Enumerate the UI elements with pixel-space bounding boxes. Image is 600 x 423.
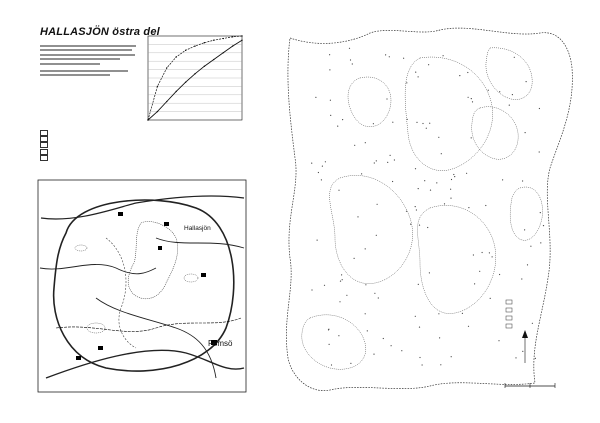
- sounding-dot: [419, 327, 420, 328]
- depth-contour: [405, 57, 492, 171]
- sounding-dot: [418, 76, 419, 77]
- depth-contour: [330, 175, 413, 283]
- sounding-dot: [498, 340, 499, 341]
- sounding-dot: [512, 94, 513, 95]
- sounding-dot: [438, 313, 439, 314]
- sounding-dot: [509, 105, 510, 106]
- sounding-dot: [365, 142, 366, 143]
- village-marker: [201, 273, 206, 277]
- sounding-dot: [451, 179, 452, 180]
- sounding-dot: [525, 132, 526, 133]
- sounding-dot: [485, 205, 486, 206]
- sounding-dot: [410, 224, 411, 225]
- chart-point: [232, 36, 233, 37]
- sounding-dot: [471, 98, 472, 99]
- north-arrow-icon: [522, 330, 528, 363]
- depth-contour: [418, 205, 496, 313]
- sounding-dot: [350, 59, 351, 60]
- sounding-dot: [468, 97, 469, 98]
- sounding-dot: [331, 364, 332, 365]
- sounding-dot: [453, 174, 454, 175]
- lake-hallasjon: [128, 221, 177, 298]
- sounding-dot: [422, 364, 423, 365]
- sounding-dot: [350, 363, 351, 364]
- chart-point: [157, 86, 158, 87]
- sounding-dot: [416, 209, 417, 210]
- sounding-dot: [436, 182, 437, 183]
- overview-map: [36, 178, 248, 394]
- sounding-dot: [527, 264, 528, 265]
- legend-symbol-icon: [40, 155, 48, 161]
- sounding-dot: [428, 64, 429, 65]
- sounding-dot: [339, 301, 340, 302]
- sounding-dot: [338, 335, 339, 336]
- sounding-dot: [521, 278, 522, 279]
- sounding-dot: [330, 115, 331, 116]
- village-marker: [158, 246, 162, 250]
- sounding-dot: [524, 229, 525, 230]
- sounding-dot: [540, 242, 541, 243]
- sounding-dot: [535, 358, 536, 359]
- sounding-dot: [391, 345, 392, 346]
- sounding-dot: [324, 285, 325, 286]
- sounding-dot: [389, 56, 390, 57]
- sounding-dot: [473, 254, 474, 255]
- sounding-dot: [377, 204, 378, 205]
- sounding-dot: [354, 145, 355, 146]
- chart-point: [223, 38, 224, 39]
- chart-point: [176, 91, 177, 92]
- sounding-dot: [315, 97, 316, 98]
- sounding-dot: [424, 180, 425, 181]
- small-lake: [184, 274, 198, 282]
- sounding-dot: [490, 298, 491, 299]
- chart-point: [194, 73, 195, 74]
- road-south: [46, 350, 244, 378]
- small-lake: [75, 245, 87, 251]
- sounding-dot: [526, 81, 527, 82]
- road-diagonal: [96, 298, 216, 378]
- sounding-dot: [321, 179, 322, 180]
- sheet-title: HALLASJÖN östra del: [40, 26, 160, 38]
- sounding-dot: [438, 137, 439, 138]
- chart-point: [241, 35, 242, 36]
- sounding-dot: [499, 274, 500, 275]
- sounding-dot: [429, 123, 430, 124]
- sounding-dot: [337, 126, 338, 127]
- chart-point: [213, 40, 214, 41]
- sounding-dot: [407, 119, 408, 120]
- sounding-dot: [443, 55, 444, 56]
- depth-legend-swatch: [506, 324, 512, 328]
- sounding-dot: [467, 72, 468, 73]
- depth-soundings: [311, 48, 544, 366]
- sounding-dot: [444, 203, 445, 204]
- village-marker: [76, 356, 81, 360]
- village-marker: [98, 346, 103, 350]
- sounding-dot: [488, 90, 489, 91]
- place-label-femso: Femsö: [208, 339, 233, 348]
- sounding-dot: [454, 176, 455, 177]
- sounding-dot: [354, 258, 355, 259]
- sounding-dot: [349, 48, 350, 49]
- sounding-dot: [374, 162, 375, 163]
- legend-symbol-icon: [40, 130, 48, 136]
- sounding-dot: [352, 63, 353, 64]
- village-marker: [118, 212, 123, 216]
- sounding-dot: [532, 323, 533, 324]
- sounding-dot: [450, 198, 451, 199]
- sounding-dot: [329, 69, 330, 70]
- depth-legend-swatch: [506, 308, 512, 312]
- sounding-dot: [390, 155, 391, 156]
- sounding-dot: [325, 161, 326, 162]
- depth-chart: [140, 30, 246, 130]
- sounding-dot: [365, 248, 366, 249]
- sounding-dot: [373, 354, 374, 355]
- sounding-dot: [311, 289, 312, 290]
- sounding-dot: [383, 338, 384, 339]
- sounding-dot: [401, 350, 402, 351]
- depth-contour: [302, 315, 366, 369]
- sounding-dot: [311, 163, 312, 164]
- chart-point: [166, 101, 167, 102]
- sounding-dot: [329, 54, 330, 55]
- sounding-dot: [342, 119, 343, 120]
- sounding-dot: [479, 271, 480, 272]
- sounding-dot: [406, 82, 407, 83]
- sounding-dot: [373, 123, 374, 124]
- sounding-dot: [329, 344, 330, 345]
- sounding-dot: [439, 337, 440, 338]
- sounding-dot: [357, 216, 358, 217]
- chart-point: [157, 111, 158, 112]
- sounding-dot: [426, 128, 427, 129]
- chart-point: [194, 45, 195, 46]
- sounding-dot: [415, 72, 416, 73]
- overview-map-frame: [38, 180, 246, 392]
- chart-point: [166, 67, 167, 68]
- sounding-dot: [318, 172, 319, 173]
- legend-left: [40, 130, 52, 161]
- sounding-dot: [416, 122, 417, 123]
- sounding-dot: [403, 58, 404, 59]
- sounding-dot: [540, 212, 541, 213]
- sounding-dot: [341, 274, 342, 275]
- sounding-dot: [539, 151, 540, 152]
- depth-legend-swatch: [506, 300, 512, 304]
- sounding-dot: [415, 168, 416, 169]
- depth-contour: [486, 48, 532, 100]
- legend-symbol-icon: [40, 136, 48, 142]
- sounding-dot: [376, 235, 377, 236]
- depth-map-legend: [506, 300, 512, 328]
- sounding-dot: [462, 313, 463, 314]
- depth-contour: [472, 107, 518, 160]
- sounding-dot: [429, 272, 430, 273]
- sounding-dot: [385, 54, 386, 55]
- sounding-dot: [365, 284, 366, 285]
- sounding-dot: [392, 122, 393, 123]
- sounding-dot: [317, 240, 318, 241]
- sounding-dot: [418, 188, 419, 189]
- village-marker: [164, 222, 169, 226]
- sounding-dot: [522, 180, 523, 181]
- sounding-dot: [472, 101, 473, 102]
- chart-point: [204, 42, 205, 43]
- sounding-dot: [441, 153, 442, 154]
- sounding-dot: [406, 211, 407, 212]
- sounding-dot: [440, 364, 441, 365]
- chart-point: [204, 66, 205, 67]
- sounding-dot: [474, 283, 475, 284]
- sounding-dot: [419, 357, 420, 358]
- sounding-dot: [392, 181, 393, 182]
- sounding-dot: [419, 225, 420, 226]
- depth-legend-swatch: [506, 316, 512, 320]
- sounding-dot: [430, 190, 431, 191]
- sounding-dot: [361, 173, 362, 174]
- sounding-dot: [340, 281, 341, 282]
- depth-contour: [510, 187, 542, 240]
- sounding-dot: [378, 297, 379, 298]
- road-east: [156, 238, 244, 248]
- road-inner: [106, 238, 136, 348]
- sounding-dot: [539, 108, 540, 109]
- sounding-dot: [450, 189, 451, 190]
- sounding-dot: [492, 256, 493, 257]
- sounding-dot: [374, 293, 375, 294]
- sounding-dot: [367, 330, 368, 331]
- chart-point: [176, 56, 177, 57]
- lake-shoreline: [286, 28, 572, 391]
- sounding-dot: [468, 326, 469, 327]
- sounding-dot: [422, 123, 423, 124]
- sounding-dot: [466, 173, 467, 174]
- chart-point: [147, 119, 148, 120]
- sounding-dot: [515, 357, 516, 358]
- sounding-dot: [543, 225, 544, 226]
- sounding-dot: [342, 279, 343, 280]
- chart-series-line: [148, 40, 242, 120]
- place-label-hallasjon: Hallasjön: [184, 225, 211, 232]
- chart-point: [185, 82, 186, 83]
- sounding-dot: [514, 57, 515, 58]
- sounding-dot: [459, 75, 460, 76]
- road-west: [40, 264, 156, 273]
- depth-chart-svg: [140, 30, 246, 130]
- legend-symbol-icon: [40, 142, 48, 148]
- sounding-dot: [502, 179, 503, 180]
- chart-point: [241, 40, 242, 41]
- chart-point: [223, 52, 224, 53]
- sounding-dot: [394, 159, 395, 160]
- sounding-dot: [471, 137, 472, 138]
- sounding-dot: [365, 313, 366, 314]
- sounding-dot: [328, 329, 329, 330]
- sounding-dot: [451, 356, 452, 357]
- legend-symbol-icon: [40, 149, 48, 155]
- sounding-dot: [415, 316, 416, 317]
- sounding-dot: [322, 166, 323, 167]
- sounding-dot: [482, 252, 483, 253]
- sounding-dot: [427, 227, 428, 228]
- sounding-dot: [468, 207, 469, 208]
- intro-text-block: [40, 42, 136, 79]
- sounding-dot: [415, 206, 416, 207]
- scale-bar: [505, 383, 555, 388]
- depth-contour: [348, 77, 391, 127]
- chart-point: [213, 59, 214, 60]
- depth-map: [280, 18, 580, 398]
- sounding-dot: [499, 91, 500, 92]
- sounding-dot: [418, 284, 419, 285]
- sounding-dot: [330, 100, 331, 101]
- chart-point: [185, 50, 186, 51]
- legend-left-item: [40, 155, 52, 161]
- sounding-dot: [489, 252, 490, 253]
- sounding-dot: [387, 162, 388, 163]
- sounding-dot: [346, 295, 347, 296]
- sounding-dot: [338, 190, 339, 191]
- sounding-dot: [376, 160, 377, 161]
- sounding-dot: [522, 351, 523, 352]
- chart-point: [232, 45, 233, 46]
- sounding-dot: [530, 246, 531, 247]
- sounding-dot: [386, 98, 387, 99]
